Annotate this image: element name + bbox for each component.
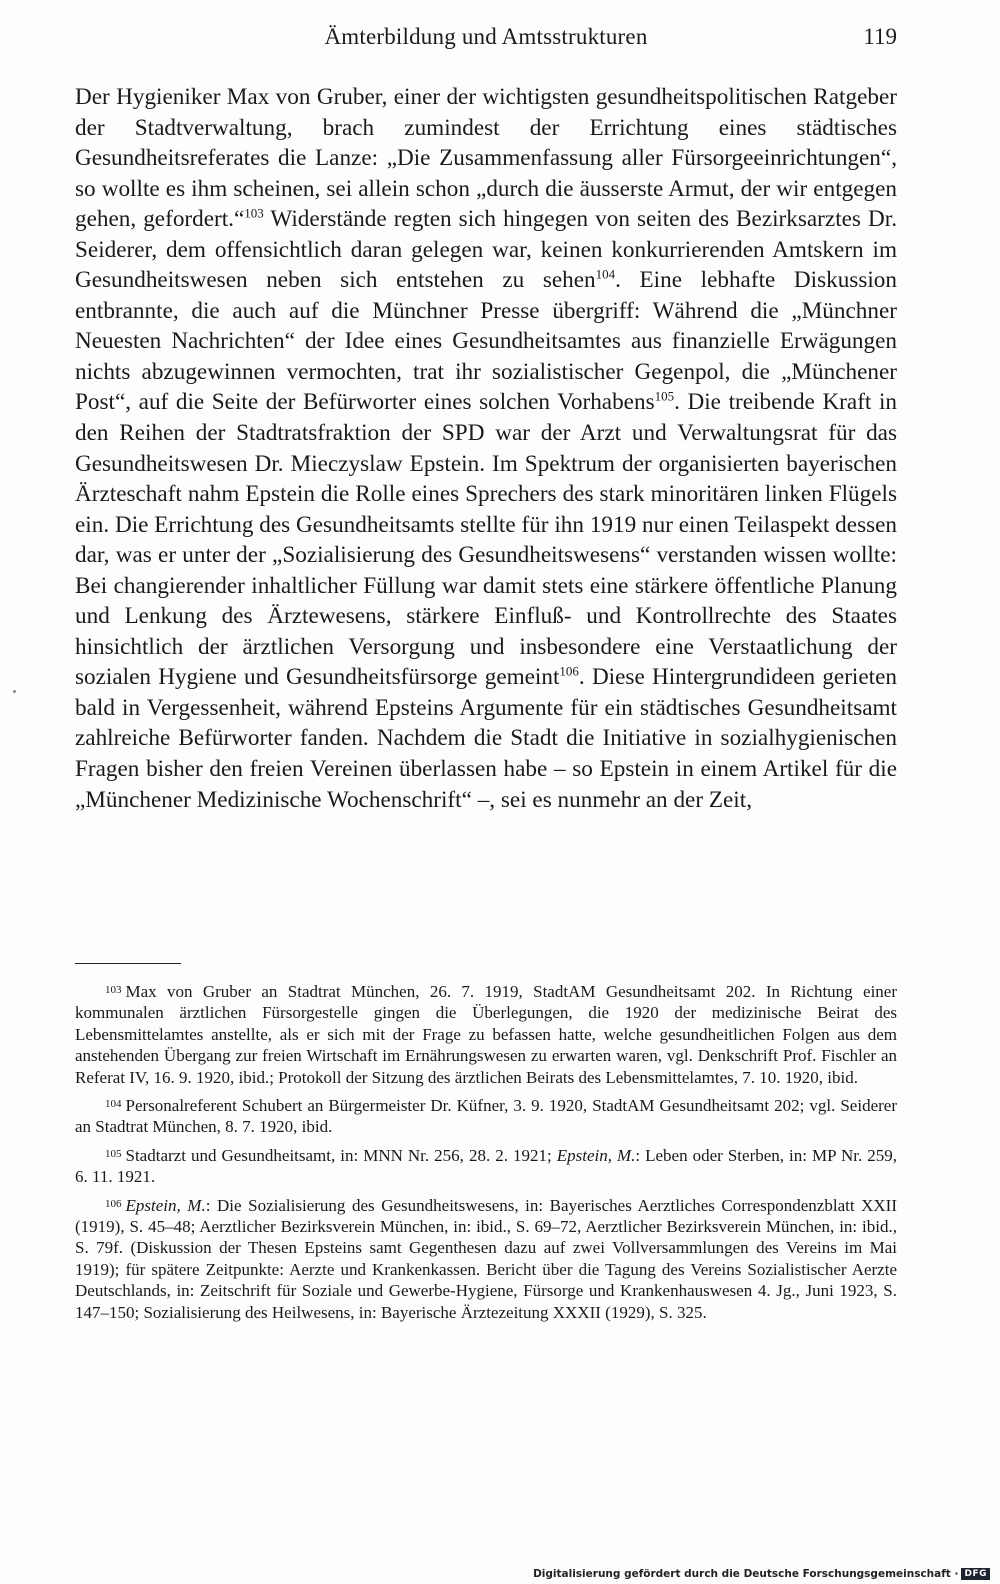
footnote-text: Personalreferent Schubert an Bürgermeister Dr. Küfner, 3. 9. 1920, StadtAM Gesundheitsamt 202; vgl. Seiderer an Stadtrat München, 8. 7. 1920, ibid. [75,1096,897,1137]
body-text-segment: Der Hygieniker Max von Gruber, einer der wichtigsten gesundheitspolitischen Ratgeber der Stadtverwaltung, brach zumindest der Errichtung eines städtisches Gesundheitsreferates die Lanze: „Die Zusammenfassung aller Fürsorgeeinrichtungen“, so wollte es ihm scheinen, sei allein schon „durch die äusserste Armut, der wir entgegen gehen, gefordert.“ [75,84,897,233]
footnote-text: Max von Gruber an Stadtrat München, 26. 7. 1919, StadtAM Gesundheitsamt 202. In Richtung einer kommunalen ärztlichen Fürsorgestelle gingen die Überlegungen, die 1920 der medizinische Beirat des Lebensmittelamtes anstellte, als er sich mit der Frage zu befassen hatte, welche gesundheitlichen Folgen aus dem anstehenden Übergang zur freien Wirtschaft im Ernährungswesen zu erwarten waren, vgl. Denkschrift Prof. Fischler an Referat IV, 16. 9. 1920, ibid.; Protokoll der Sitzung des ärztlichen Beirats des Lebensmittelamtes, 7. 10. 1920, ibid. [75,982,897,1087]
page-number: 119 [863,24,897,49]
footnote-author: Epstein, M. [556,1145,636,1165]
footnote-number: 103 [105,984,122,996]
footnote-number: 104 [105,1098,122,1111]
body-paragraph [75,82,897,815]
footnote-106 [75,1194,897,1323]
body-text-segment: Widerstände regten sich hingegen von seiten des Bezirksarztes Dr. Seiderer, dem offensichtlich daran gelegen war, keinen konkurrierenden Amtskern im Gesundheitswesen neben sich entstehen zu sehen [75,206,897,294]
footnote-104 [75,1094,897,1138]
scan-speck [13,690,16,693]
footnote-103 [75,980,897,1088]
footnote-reference: 105 [654,389,675,405]
footnote-text: : Die Sozialisierung des Gesundheitswesens, in: Bayerisches Aerztliches Correspondenzblatt XXII (1919), S. 45–48; Aerztlicher Bezirksverein München, in: ibid., S. 69–72, Aerztlicher Bezirksverein München, in: ibid., S. 79f. (Diskussion der Thesen Epsteins samt Gegenthesen dazu auf zwei Vollversammlungen des Vereins im Mai 1919); für spätere Zeitpunkte: Aerzte und Krankenkassen. Bericht über die Tagung des Vereins Sozialistischer Aerzte Deutschlands, in: Zeitschrift für Soziale und Gewerbe-Hygiene, Fürsorge und Krankenhauswesen 4. Jg., Juni 1923, S. 147–150; Sozialisierung des Heilwesens, in: Bayerische Ärztezeitung XXXII (1929), S. 325. [75,1195,898,1322]
digitization-credit [533,1568,990,1580]
footnote-105 [75,1144,897,1188]
body-text-segment: . Diese Hintergrundideen gerieten bald in Vergessenheit, während Epsteins Argumente für ein städtisches Gesundheitsamt zahlreiche Befürworter fanden. Nachdem die Stadt die Initiative in sozialhygienischen Fragen bisher den freien Vereinen überlassen habe – so Epstein in einem Artikel für die „Münchener Medizinische Wochenschrift“ –, sei es nunmehr an der Zeit, [75,664,897,813]
footnotes [75,980,897,1329]
footnote-reference: 104 [595,266,616,282]
dfg-logo-icon: DFG [961,1568,990,1580]
page-header [75,24,897,58]
footnote-number: 105 [105,1147,122,1160]
footnote-separator [75,963,181,964]
footnote-text: Stadtarzt und Gesundheitsamt, in: MNN Nr. 256, 28. 2. 1921; [125,1145,557,1165]
footnote-author: Epstein, M. [125,1195,206,1215]
body-text-segment: . Eine lebhafte Diskussion entbrannte, die auch auf die Münchner Presse übergriff: Während die „Münchner Neuesten Nachrichten“ der Idee eines Gesundheitsamtes aus finanzielle Erwägungen nichts abzugewinnen vermochten, trat ihr sozialistischer Gegenpol, die „Münchener Post“, auf die Seite der Befürworter eines solchen Vorhabens [75,267,897,416]
footnote-text: : Leben oder Sterben, in: MP Nr. 259, 6. 11. 1921. [75,1145,897,1187]
footnote-number: 106 [105,1197,122,1210]
credit-text: Digitalisierung gefördert durch die Deutsche Forschungsgemeinschaft · [533,1568,959,1580]
footnote-reference: 106 [559,663,579,679]
body-text-segment: . Die treibende Kraft in den Reihen der Stadtratsfraktion der SPD war der Arzt und Verwaltungsrat für das Gesundheitswesen Dr. Mieczyslaw Epstein. Im Spektrum der organisierten bayerischen Ärzteschaft nahm Epstein die Rolle eines Sprechers des stark minoritären linken Flügels ein. Die Errichtung des Gesundheitsamts stellte für ihn 1919 nur einen Teilaspekt dessen dar, was er unter der „Sozialisierung des Gesundheitswesens“ verstanden wissen wollte: Bei changierender inhaltlicher Füllung war damit stets eine stärkere öffentliche Planung und Lenkung des Ärztewesens, stärkere Einfluß- und Kontrollrechte des Staates hinsichtlich der ärztlichen Versorgung und insbesondere eine Verstaatlichung der sozialen Hygiene und Gesundheitsfürsorge gemeint [75,389,898,691]
footnote-reference: 103 [244,205,264,221]
running-title: Ämterbildung und Amtsstrukturen [324,24,648,49]
